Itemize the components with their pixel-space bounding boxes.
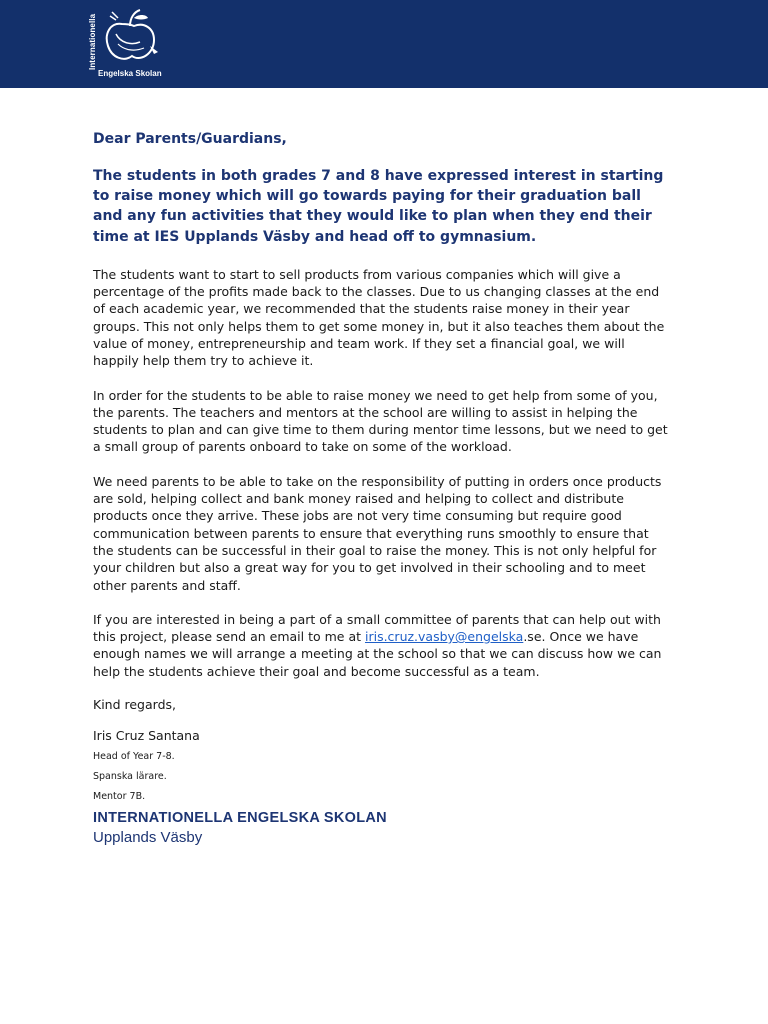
letter-body	[93, 131, 673, 846]
logo-text-vertical: Internationella	[88, 13, 97, 71]
paragraph-1: The students want to start to sell products from various companies which will give a percentage of the profits made back to the classes. Due to us changing classes at the end of each academic year, we recommended that the students raise money in their year groups. This not only helps them to get some money in, but it also teaches them about the value of money, entrepreneurship and team work. If they set a financial goal, we will happily help them try to achieve it.	[93, 266, 665, 369]
header-banner	[0, 0, 768, 88]
school-name: INTERNATIONELLA ENGELSKA SKOLAN	[93, 810, 387, 827]
paragraph-2: In order for the students to be able to raise money we need to get help from some of you, the parents. The teachers and mentors at the school are willing to assist in helping the students to plan and can give time to them during mentor time lessons, but we need to get a small group of parents onboard to take on some of the workload.	[93, 387, 668, 455]
apple-swan-emblem-icon	[100, 8, 162, 66]
paragraph-4	[93, 611, 673, 680]
school-town: Upplands Väsby	[93, 829, 203, 847]
signature-role-3: Mentor 7B.	[93, 791, 146, 803]
signature-role-2: Spanska lärare.	[93, 771, 167, 783]
paragraph-4-end: .se. Once we have enough names we will arrange a meeting at the school so that we can discuss how we can help the students achieve their goal and become successful as a team.	[93, 629, 662, 679]
logo-text-horizontal: Engelska Skolan	[98, 69, 162, 78]
paragraph-4-start: If you are interested in being a part of a small committee of parents that can help out with this project, please send an email to me at	[93, 611, 661, 645]
closing: Kind regards,	[93, 697, 176, 713]
paragraph-3: We need parents to be able to take on the responsibility of putting in orders once products are sold, helping collect and bank money raised and helping to collect and distribute products once they arrive. These jobs are not very time consuming but require good communication between parents to ensure that everything runs smoothly to ensure that the students can be successful in their goal to raise the money. This is not only helpful for your children but also a great way for you to get involved in their schooling and to meet other parents and staff.	[93, 473, 662, 593]
intro-paragraph: The students in both grades 7 and 8 have expressed interest in starting to raise money which will go towards paying for their graduation ball and any fun activities that they would like to plan when they end their time at IES Upplands Väsby and head off to gymnasium.	[93, 168, 664, 245]
signature-role-1: Head of Year 7-8.	[93, 751, 175, 763]
salutation: Dear Parents/Guardians,	[93, 131, 287, 147]
signature-name: Iris Cruz Santana	[93, 728, 200, 744]
email-link[interactable]: iris.cruz.vasby@engelska	[364, 629, 524, 645]
school-logo	[88, 8, 168, 82]
